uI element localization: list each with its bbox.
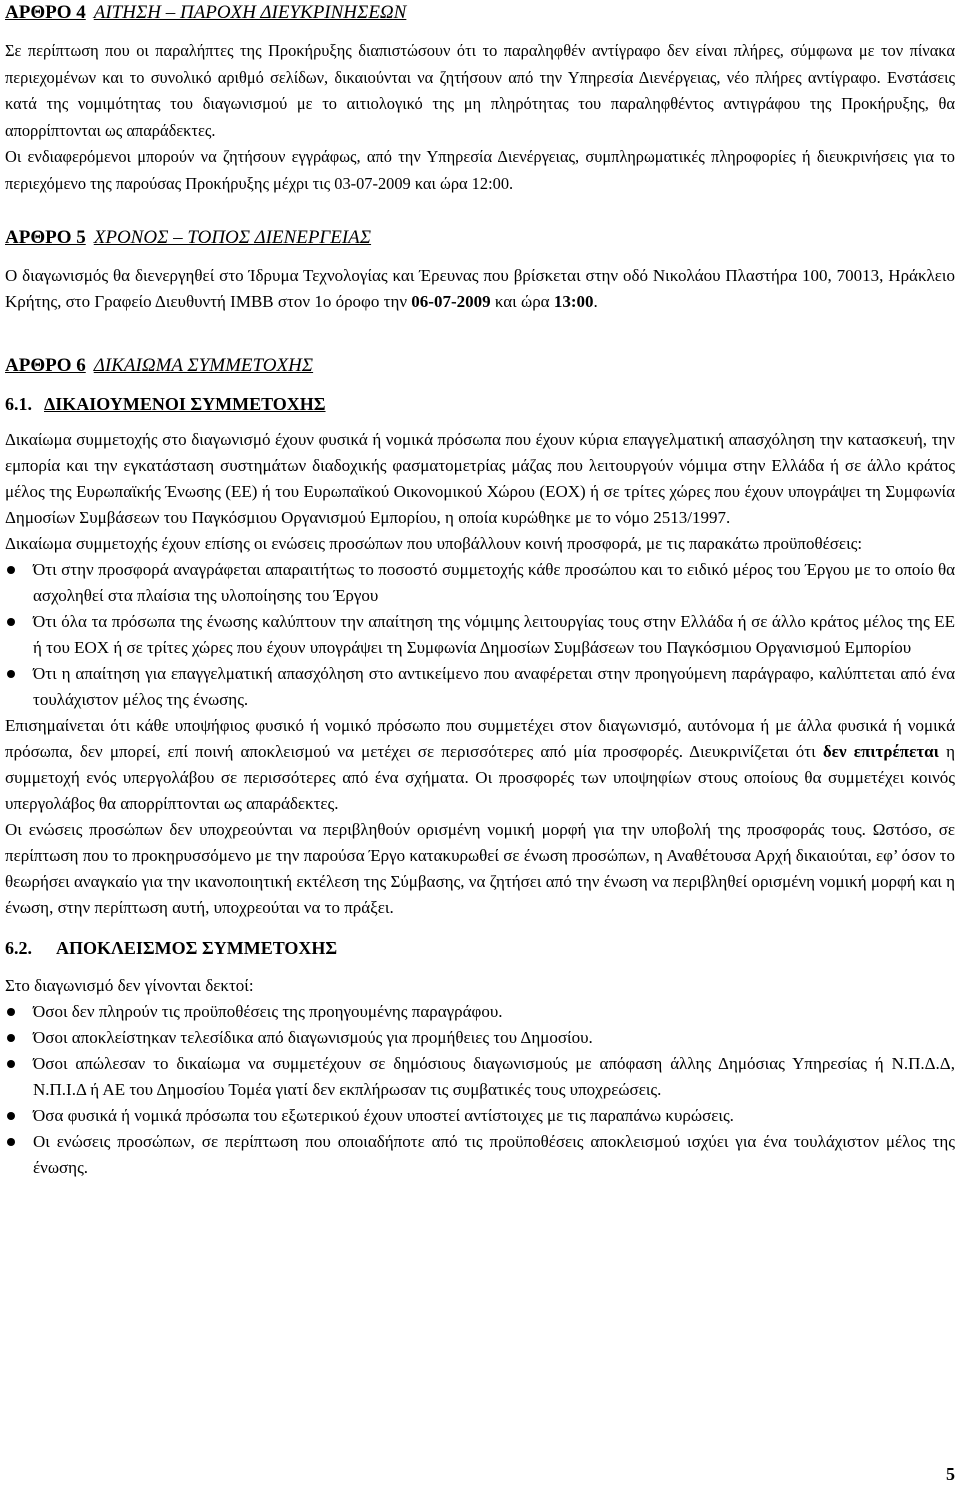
section-6-1-p3-emphasis: δεν επιτρέπεται <box>822 742 939 761</box>
bullet-icon <box>7 1138 15 1146</box>
section-6-2-title: ΑΠΟΚΛΕΙΣΜΟΣ ΣΥΜΜΕΤΟΧΗΣ <box>56 938 338 958</box>
article-6-number: ΑΡΘΡΟ 6 <box>5 355 86 376</box>
article-4-title: ΑΙΤΗΣΗ – ΠΑΡΟΧΗ ΔΙΕΥΚΡΙΝΗΣΕΩΝ <box>93 2 407 23</box>
section-6-2-heading <box>5 935 955 961</box>
article-4-paragraph-1: Σε περίπτωση που οι παραλήπτες της Προκήρυξης διαπιστώσουν ότι το παραληφθέν αντίγραφο δεν είναι πλήρες, σύμφωνα με τον πίνακα περιεχομένων και το συνολικό αριθμό σελίδων, δικαιούνται να ζητήσουν από την Υπηρεσία Διενέργειας, νέο πλήρες αντίγραφο. Ενστάσεις κατά της νομιμότητας του διαγωνισμού με το αιτιολογικό της μη πληρότητας του παραληφθέντος αντιγράφου της Προκήρυξης, θα απορρίπτονται ως απαράδεκτες. <box>5 41 955 140</box>
section-6-1-conditions-list <box>5 557 955 713</box>
bullet-icon <box>7 1034 15 1042</box>
section-6-1-title: ΔΙΚΑΙΟΥΜΕΝΟΙ ΣΥΜΜΕΤΟΧΗΣ <box>44 394 326 414</box>
article-5-date: 06-07-2009 <box>411 292 491 311</box>
list-item-text: Ότι η απαίτηση για επαγγελματική απασχόληση στο αντικείμενο που αναφέρεται στην προηγούμενη παράγραφο, καλύπτεται από ένα τουλάχιστον μέλος της ένωσης. <box>33 664 955 709</box>
list-item <box>5 999 955 1025</box>
page-number: 5 <box>946 1464 955 1484</box>
list-item <box>5 1051 955 1103</box>
bullet-icon <box>7 1008 15 1016</box>
list-item <box>5 661 955 713</box>
article-4-paragraph-2: Οι ενδιαφερόμενοι μπορούν να ζητήσουν εγγράφως, από την Υπηρεσία Διενέργειας, συμπληρωματικές πληροφορίες ή διευκρινήσεις για το περιεχόμενο της παρούσας Προκήρυξης μέχρι τις 03-07-2009 και ώρα 12:00. <box>5 147 955 193</box>
section-6-2-number: 6.2. <box>5 938 32 958</box>
article-5-heading <box>5 225 955 251</box>
article-5-paragraph <box>5 263 955 315</box>
section-6-1-paragraph-2: Δικαίωμα συμμετοχής έχουν επίσης οι ενώσεις προσώπων που υποβάλλουν κοινή προσφορά, με τις παρακάτω προϋποθέσεις: <box>5 534 863 553</box>
section-6-1-number: 6.1. <box>5 394 32 414</box>
section-6-2-intro: Στο διαγωνισμό δεν γίνονται δεκτοί: <box>5 976 254 995</box>
list-item-text: Ότι στην προσφορά αναγράφεται απαραιτήτως το ποσοστό συμμετοχής κάθε προσώπου και το ειδικό μέρος του Έργου με το οποίο θα ασχοληθεί στα πλαίσια της υλοποίησης του Έργου <box>33 560 955 605</box>
list-item-text: Οι ενώσεις προσώπων, σε περίπτωση που οποιαδήποτε από τις προϋποθέσεις αποκλεισμού ισχύει για ένα τουλάχιστον μέλος της ένωσης. <box>33 1132 955 1177</box>
document-page <box>5 0 955 1181</box>
list-item <box>5 609 955 661</box>
article-5-title: ΧΡΟΝΟΣ – ΤΟΠΟΣ ΔΙΕΝΕΡΓΕΙΑΣ <box>93 227 372 248</box>
bullet-icon <box>7 1112 15 1120</box>
section-6-1-paragraph-4: Οι ενώσεις προσώπων δεν υποχρεούνται να περιβληθούν ορισμένη νομική μορφή για την υποβολή της προσφοράς τους. Ωστόσο, σε περίπτωση που το προκηρυσσόμενο με την παρούσα Έργο κατακυρωθεί σε ένωση προσώπων, η Αναθέτουσα Αρχή δικαιούται, εφ’ όσον το θεωρήσει αναγκαίο για την ικανοποιητική εκτέλεση της Σύμβασης, να ζητήσει από την ένωση να περιβληθεί ορισμένη νομική μορφή και η ένωση, στην περίπτωση αυτή, υποχρεούται να το πράξει. <box>5 820 955 917</box>
list-item-text: Όσοι αποκλείστηκαν τελεσίδικα από διαγωνισμούς για προμήθειες του Δημοσίου. <box>33 1028 593 1047</box>
article-6-heading <box>5 353 955 379</box>
article-5-text-1: Ο διαγωνισμός θα διενεργηθεί στο Ίδρυμα Τεχνολογίας και Έρευνας που βρίσκεται στην οδό Νικολάου Πλαστήρα 100, 70013, Ηράκλειο Κρήτης, στο Γραφείο Διευθυντή ΙΜΒΒ στον 1ο όροφο την <box>5 266 955 311</box>
list-item <box>5 557 955 609</box>
article-5-text-3: . <box>593 292 598 311</box>
list-item <box>5 1129 955 1181</box>
article-6-title: ΔΙΚΑΙΩΜΑ ΣΥΜΜΕΤΟΧΗΣ <box>93 355 314 376</box>
article-5-text-2: και ώρα <box>490 292 554 311</box>
article-5-time: 13:00 <box>553 292 594 311</box>
section-6-1-p3-text-2: η συμμετοχή ενός υπεργολάβου σε περισσότερες από ένα σχήματα. Οι προσφορές των υποψηφίων στους οποίους θα συμμετέχει κοινός υπεργολάβος θα απορρίπτονται ως απαράδεκτες. <box>5 742 955 813</box>
section-6-1-heading <box>5 391 955 417</box>
list-item-text: Όσοι απώλεσαν το δικαίωμα να συμμετέχουν σε δημόσιους διαγωνισμούς με απόφαση άλλης Δημόσιας Υπηρεσίας ή Ν.Π.Δ.Δ, Ν.Π.Ι.Δ ή ΑΕ του Δημοσίου Τομέα γιατί δεν εκπλήρωσαν τις συμβατικές τους υποχρεώσεις. <box>33 1054 955 1099</box>
bullet-icon <box>7 670 15 678</box>
section-6-1-p3-text-1: Επισημαίνεται ότι κάθε υποψήφιος φυσικό ή νομικό πρόσωπο που συμμετέχει στον διαγωνισμό, αυτόνομα ή με άλλα φυσικά ή νομικά πρόσωπα, δεν μπορεί, επί ποινή αποκλεισμού να μετέχει σε περισσότερες από μία προσφορές. Διευκρινίζεται ότι <box>5 716 955 761</box>
list-item-text: Ότι όλα τα πρόσωπα της ένωσης καλύπτουν την απαίτηση της νόμιμης λειτουργίας τους στην Ελλάδα ή σε άλλο κράτος μέλος της ΕΕ ή του ΕΟΧ ή σε τρίτες χώρες που έχουν υπογράψει τη Συμφωνία Δημοσίων Συμβάσεων του Παγκόσμιου Οργανισμού Εμπορίου <box>33 612 955 657</box>
list-item <box>5 1103 955 1129</box>
section-6-2-exclusions-list <box>5 999 955 1181</box>
article-4-number: ΑΡΘΡΟ 4 <box>5 2 86 23</box>
section-6-1-paragraph-1: Δικαίωμα συμμετοχής στο διαγωνισμό έχουν φυσικά ή νομικά πρόσωπα που έχουν κύρια επαγγελματική απασχόληση την κατασκευή, την εμπορία και την εγκατάσταση συστημάτων διαδοχικής φασματομετρίας μάζας που λειτουργούν νόμιμα στην Ελλάδα ή σε άλλο κράτος μέλος της Ευρωπαϊκής Ένωσης (ΕΕ) ή του Ευρωπαϊκού Οικονομικού Χώρου (ΕΟΧ) ή σε τρίτες χώρες που έχουν υπογράψει τη Συμφωνία Δημοσίων Συμβάσεων του Παγκόσμιου Οργανισμού Εμπορίου, η οποία κυρώθηκε με το νόμο 2513/1997. <box>5 430 955 527</box>
bullet-icon <box>7 566 15 574</box>
bullet-icon <box>7 1060 15 1068</box>
article-5-number: ΑΡΘΡΟ 5 <box>5 227 86 248</box>
list-item-text: Όσα φυσικά ή νομικά πρόσωπα του εξωτερικού έχουν υποστεί αντίστοιχες με τις παραπάνω κυρώσεις. <box>33 1106 734 1125</box>
article-4-heading <box>5 0 955 26</box>
section-6-1-paragraph-3 <box>5 713 955 817</box>
bullet-icon <box>7 618 15 626</box>
list-item <box>5 1025 955 1051</box>
list-item-text: Όσοι δεν πληρούν τις προϋποθέσεις της προηγουμένης παραγράφου. <box>33 1002 503 1021</box>
